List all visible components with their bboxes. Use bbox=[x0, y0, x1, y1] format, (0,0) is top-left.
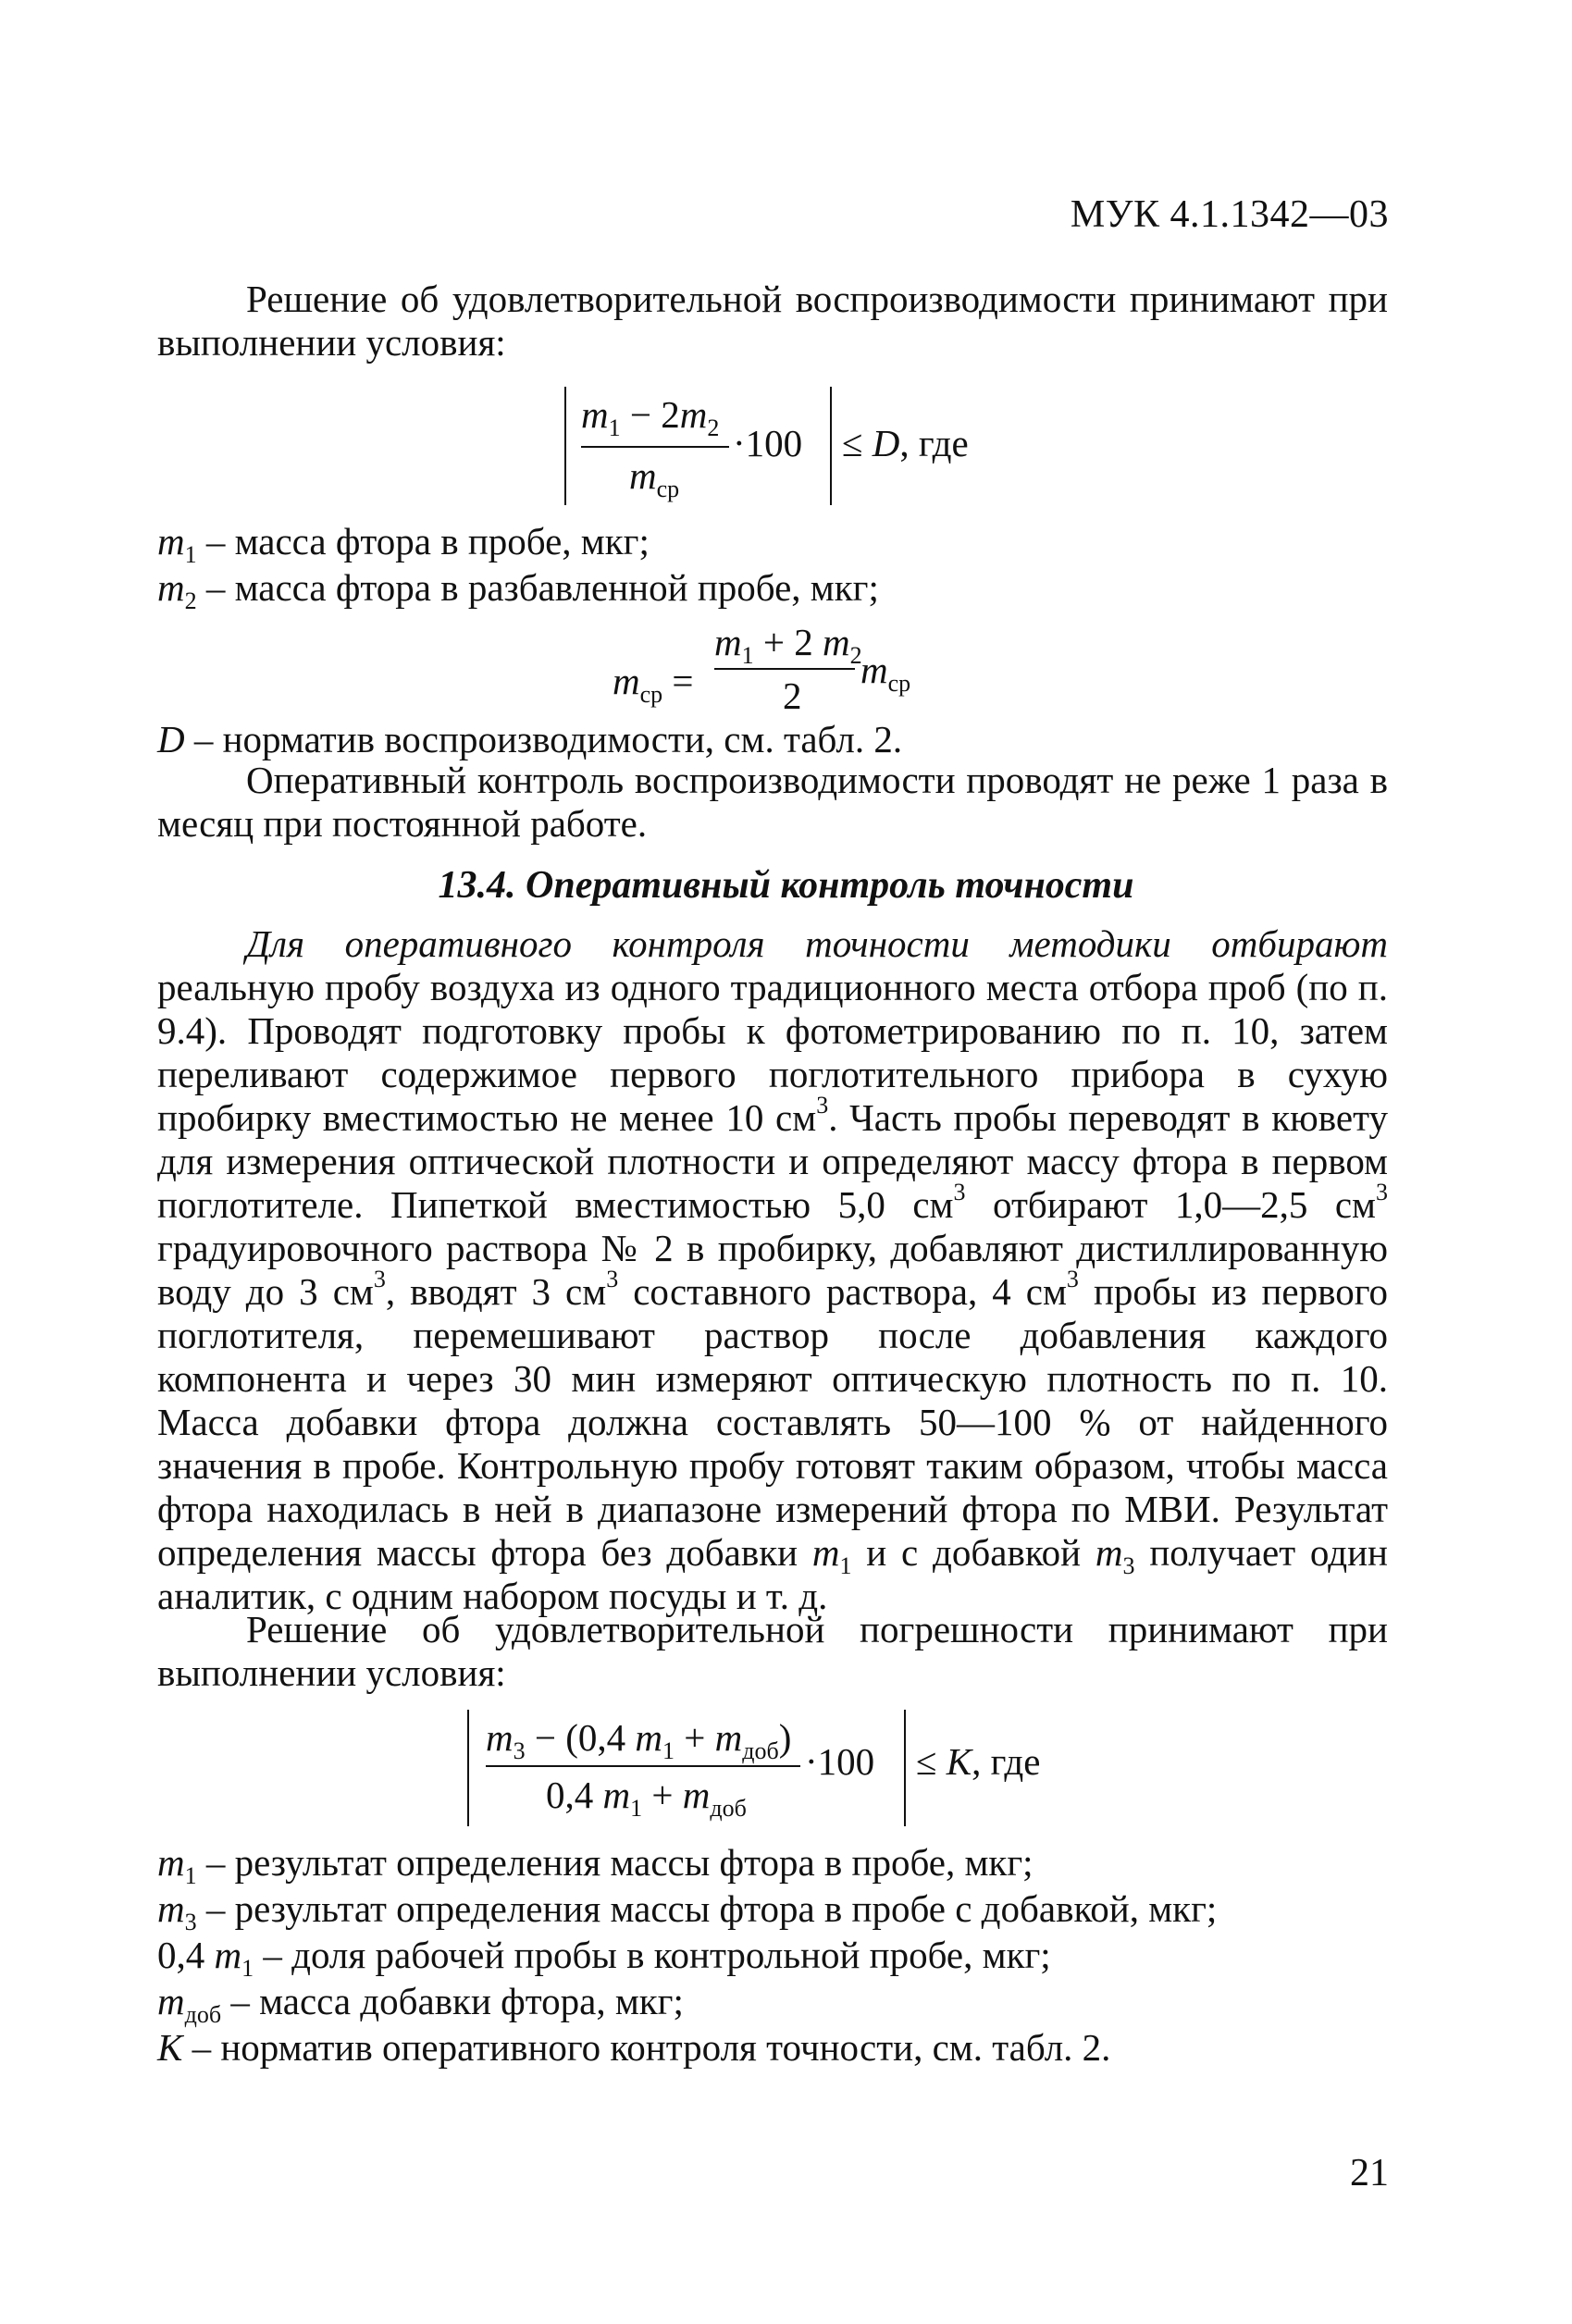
definition-D: D – норматив воспроизводимости, см. табл. 2. bbox=[157, 718, 903, 760]
formula2-lhs: $m_{ср}$ = bbox=[613, 660, 694, 709]
formula3-numerator: $m_3 - (0,4$ $m_1 + m_{доб}$) bbox=[486, 1716, 792, 1765]
formula3-fraction-line bbox=[486, 1765, 800, 1767]
definition-m1-result: $m_1$ – результат определения массы фтора в пробе, мкг; bbox=[157, 1841, 1034, 1890]
formula3-multiplier: ·100 bbox=[805, 1740, 875, 1783]
formula3-denominator: 0,4 $m_1 + m_{доб}$ bbox=[546, 1774, 747, 1823]
formula3-condition: ≤ K, где bbox=[916, 1740, 1041, 1783]
definition-m3-result: $m_3$ – результат определения массы фтора в пробе с добавкой, мкг; bbox=[157, 1887, 1218, 1936]
formula1-fraction-line bbox=[581, 446, 729, 448]
formula2-denominator: 2 bbox=[783, 674, 802, 717]
reproducibility-intro bbox=[157, 278, 1388, 365]
page-number: 21 bbox=[1350, 2152, 1389, 2194]
definition-working-share: 0,4 $m_1$ – доля рабочей пробы в контрольной пробе, мкг; bbox=[157, 1934, 1051, 1983]
formula2-tail: $m_{ср}$ bbox=[860, 649, 911, 698]
formula2-fraction-line bbox=[714, 668, 855, 670]
formula2-numerator: $m_1 + 2$ $m_2$ bbox=[714, 621, 862, 670]
formula1-numerator: $m_1 - 2m_2$ bbox=[581, 393, 720, 442]
definition-additive-mass: $m_{доб}$ – масса добавки фтора, мкг; bbox=[157, 1980, 684, 2029]
definition-m2: $m_2$ – масса фтора в разбавленной пробе, мкг; bbox=[157, 566, 879, 615]
accuracy-decision-paragraph: Решение об удовлетворительной погрешности принимают при выполнении условия: bbox=[157, 1608, 1388, 1694]
reproducibility-intro-text: Решение об удовлетворительной воспроизводимости принимают при выполнении условия: bbox=[157, 278, 1388, 364]
formula1-denominator: $m_{ср}$ bbox=[629, 454, 680, 503]
formula1-multiplier: ·100 bbox=[733, 422, 803, 464]
formula1-condition: ≤ D, где bbox=[842, 422, 969, 464]
definition-K: K – норматив оперативного контроля точности, см. табл. 2. bbox=[157, 2026, 1111, 2069]
operative-control-paragraph: Оперативный контроль воспроизводимости проводят не реже 1 раза в месяц при постоянной работе. bbox=[157, 759, 1388, 845]
definition-m1: $m_1$ – масса фтора в пробе, мкг; bbox=[157, 520, 650, 569]
document-code-header: МУК 4.1.1342—03 bbox=[1070, 193, 1389, 236]
section-title: 13.4. Оперативный контроль точности bbox=[438, 864, 1134, 907]
accuracy-control-paragraph: Для оперативного контроля точности методики отбирают реальную пробу воздуха из одного традиционного места отбора проб (по п. 9.4). Проводят подготовку пробы к фотометрированию по п. 10, затем переливают содержимое первого поглотительного прибора в сухую пробирку вместимостью не менее 10 $см^3$. Часть пробы переводят в кювету для измерения оптической плотности и определяют массу фтора в первом поглотителе. Пипеткой вместимостью 5,0 $см^3$ отбирают 1,0—2,5 $см^3$ градуировочного раствора № 2 в пробирку, добавляют дистиллированную воду до 3 $см^3$, вводят 3 $см^3$ составного раствора, 4 $см^3$ пробы из первого поглотителя, перемешивают раствор после добавления каждого компонента и через 30 мин измеряют оптическую плотность по п. 10. Масса добавки фтора должна составлять 50—100 % от найденного значения в пробе. Контрольную пробу готовят таким образом, чтобы масса фтора находилась в ней в диапазоне измерений фтора по МВИ. Результат определения массы фтора без добавки $m_1$ и с добавкой $m_3$ получает один аналитик, с одним набором посуды и т. д. bbox=[157, 922, 1388, 1617]
